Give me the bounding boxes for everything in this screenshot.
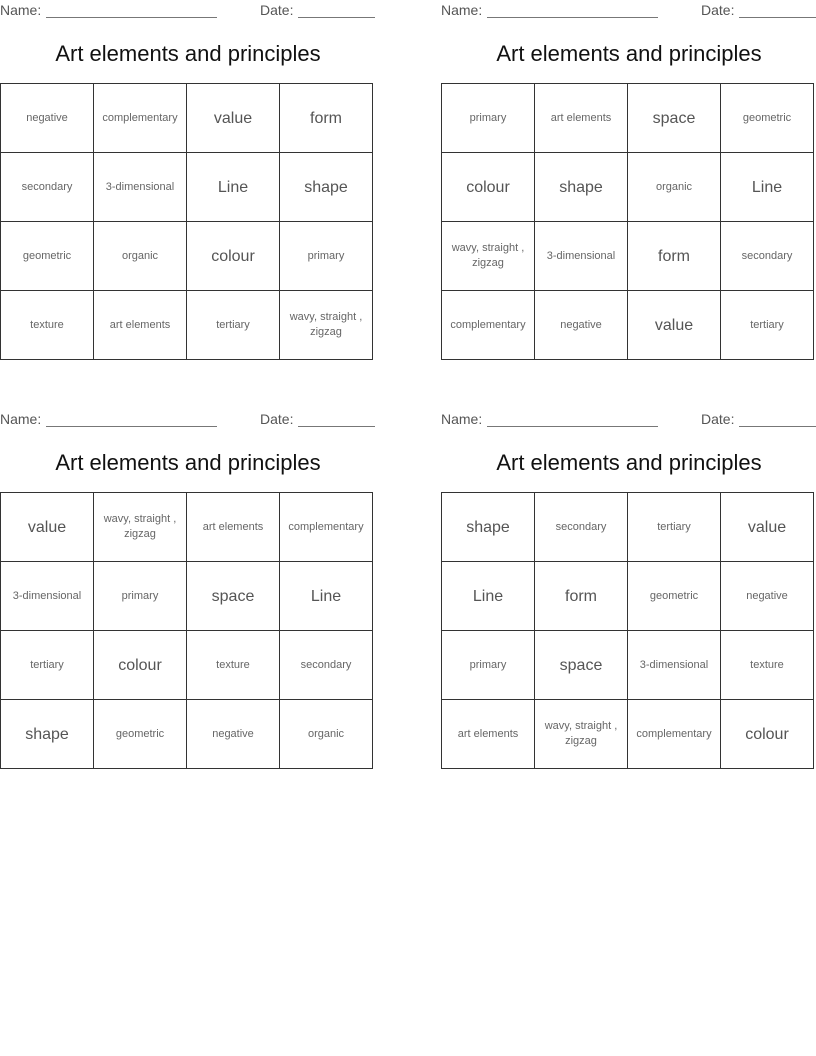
date-label: Date:: [701, 411, 735, 427]
grid-cell: 3-dimensional: [628, 631, 721, 700]
name-label: Name:: [441, 2, 483, 18]
card-title: Art elements and principles: [496, 450, 762, 475]
grid-row: [442, 222, 814, 291]
grid-cell: form: [535, 562, 628, 631]
date-label: Date:: [701, 2, 735, 18]
grid-cell: value: [628, 291, 721, 360]
grid-cell: shape: [1, 700, 94, 769]
grid-cell: texture: [1, 291, 94, 360]
grid-cell: complementary: [628, 700, 721, 769]
grid-cell: secondary: [721, 222, 814, 291]
grid-cell: tertiary: [1, 631, 94, 700]
date-input-line[interactable]: [739, 17, 816, 18]
grid-cell: space: [535, 631, 628, 700]
grid-cell: texture: [721, 631, 814, 700]
grid-row: [1, 84, 373, 153]
grid-cell: art elements: [94, 291, 187, 360]
grid-cell: complementary: [442, 291, 535, 360]
grid-cell: geometric: [628, 562, 721, 631]
grid-cell: negative: [721, 562, 814, 631]
name-input-line[interactable]: [487, 17, 658, 18]
name-label: Name:: [441, 411, 483, 427]
grid-cell: primary: [280, 222, 373, 291]
grid-row: [442, 562, 814, 631]
grid-cell: 3-dimensional: [94, 153, 187, 222]
grid-row: [1, 222, 373, 291]
grid-cell: geometric: [94, 700, 187, 769]
grid-cell: value: [721, 493, 814, 562]
name-input-line[interactable]: [46, 426, 217, 427]
grid-cell: art elements: [535, 84, 628, 153]
grid-cell: 3-dimensional: [1, 562, 94, 631]
grid-row: [1, 153, 373, 222]
grid-cell: art elements: [442, 700, 535, 769]
grid-row: [1, 700, 373, 769]
grid-cell: shape: [280, 153, 373, 222]
date-label: Date:: [260, 411, 294, 427]
grid-cell: form: [628, 222, 721, 291]
name-date-header: [441, 411, 816, 429]
grid-cell: colour: [721, 700, 814, 769]
grid-cell: Line: [187, 153, 280, 222]
grid-cell: shape: [442, 493, 535, 562]
grid-cell: negative: [187, 700, 280, 769]
grid-cell: geometric: [1, 222, 94, 291]
grid-cell: colour: [94, 631, 187, 700]
grid-cell: colour: [442, 153, 535, 222]
name-input-line[interactable]: [487, 426, 658, 427]
grid-row: [1, 291, 373, 360]
grid-cell: negative: [535, 291, 628, 360]
name-date-header: [0, 2, 376, 20]
grid-cell: form: [280, 84, 373, 153]
bingo-grid: [0, 492, 373, 769]
grid-cell: tertiary: [187, 291, 280, 360]
grid-cell: tertiary: [721, 291, 814, 360]
grid-row: [1, 493, 373, 562]
grid-cell: value: [1, 493, 94, 562]
card-title: Art elements and principles: [55, 450, 321, 475]
date-label: Date:: [260, 2, 294, 18]
grid-cell: secondary: [1, 153, 94, 222]
grid-cell: secondary: [535, 493, 628, 562]
name-input-line[interactable]: [46, 17, 217, 18]
grid-cell: space: [187, 562, 280, 631]
grid-cell: organic: [628, 153, 721, 222]
grid-cell: complementary: [94, 84, 187, 153]
grid-cell: secondary: [280, 631, 373, 700]
date-input-line[interactable]: [739, 426, 816, 427]
grid-cell: geometric: [721, 84, 814, 153]
grid-cell: Line: [721, 153, 814, 222]
grid-cell: primary: [442, 84, 535, 153]
grid-row: [442, 153, 814, 222]
grid-row: [442, 493, 814, 562]
grid-cell: organic: [94, 222, 187, 291]
grid-row: [442, 700, 814, 769]
name-label: Name:: [0, 2, 42, 18]
grid-cell: negative: [1, 84, 94, 153]
grid-cell: art elements: [187, 493, 280, 562]
name-label: Name:: [0, 411, 42, 427]
grid-cell: primary: [94, 562, 187, 631]
grid-cell: colour: [187, 222, 280, 291]
bingo-grid: [441, 492, 814, 769]
grid-cell: wavy, straight , zigzag: [280, 291, 373, 360]
grid-cell: primary: [442, 631, 535, 700]
grid-row: [442, 291, 814, 360]
date-input-line[interactable]: [298, 426, 375, 427]
name-date-header: [0, 411, 376, 429]
grid-row: [442, 84, 814, 153]
date-input-line[interactable]: [298, 17, 375, 18]
grid-cell: Line: [280, 562, 373, 631]
grid-cell: tertiary: [628, 493, 721, 562]
grid-cell: Line: [442, 562, 535, 631]
grid-cell: organic: [280, 700, 373, 769]
grid-cell: 3-dimensional: [535, 222, 628, 291]
bingo-grid: [0, 83, 373, 360]
grid-cell: complementary: [280, 493, 373, 562]
grid-row: [442, 631, 814, 700]
grid-row: [1, 631, 373, 700]
grid-cell: wavy, straight , zigzag: [535, 700, 628, 769]
bingo-grid: [441, 83, 814, 360]
grid-cell: shape: [535, 153, 628, 222]
grid-cell: wavy, straight , zigzag: [442, 222, 535, 291]
grid-cell: value: [187, 84, 280, 153]
card-title: Art elements and principles: [55, 41, 321, 66]
grid-cell: wavy, straight , zigzag: [94, 493, 187, 562]
grid-cell: texture: [187, 631, 280, 700]
card-title: Art elements and principles: [496, 41, 762, 66]
grid-cell: space: [628, 84, 721, 153]
name-date-header: [441, 2, 816, 20]
grid-row: [1, 562, 373, 631]
